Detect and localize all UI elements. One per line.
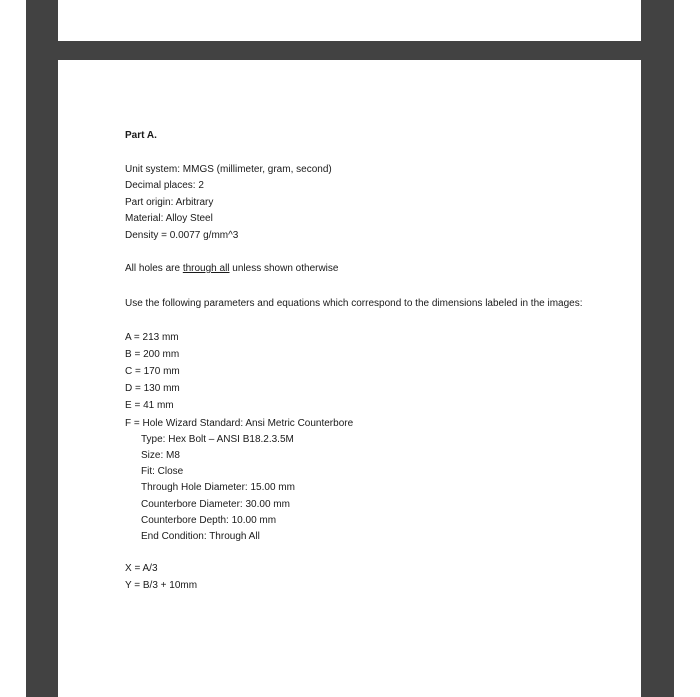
param-d: D = 130 mm — [125, 383, 180, 395]
parameters-list — [125, 329, 595, 432]
hole-counterbore-depth: Counterbore Depth: 10.00 mm — [141, 514, 277, 526]
page-content — [125, 128, 595, 594]
holes-note-underlined: through all — [182, 263, 230, 274]
spec-unit-system: Unit system: MMGS (millimeter, gram, second) — [125, 163, 332, 175]
holes-note-before: All holes are — [125, 263, 183, 274]
param-c: C = 170 mm — [125, 365, 180, 377]
param-e: E = 41 mm — [125, 400, 174, 412]
equation-y: Y = B/3 + 10mm — [125, 579, 198, 591]
document-page — [58, 60, 641, 697]
equations-list — [125, 561, 595, 594]
previous-page — [58, 0, 641, 41]
hole-counterbore-diameter: Counterbore Diameter: 30.00 mm — [141, 498, 290, 510]
spec-part-origin: Part origin: Arbitrary — [125, 196, 214, 208]
holes-note-after: unless shown otherwise — [229, 263, 339, 274]
specs-block — [125, 162, 595, 245]
hole-through-diameter: Through Hole Diameter: 15.00 mm — [141, 482, 295, 494]
param-b: B = 200 mm — [125, 348, 180, 360]
hole-fit: Fit: Close — [141, 466, 184, 478]
spec-density: Density = 0.0077 g/mm^3 — [125, 229, 239, 241]
param-a: A = 213 mm — [125, 331, 179, 343]
hole-size: Size: M8 — [141, 449, 180, 461]
instruction-text: Use the following parameters and equations which correspond to the dimensions labeled in the images: — [125, 297, 583, 309]
spec-decimal-places: Decimal places: 2 — [125, 180, 204, 191]
part-title: Part A. — [125, 130, 157, 141]
param-f: F = Hole Wizard Standard: Ansi Metric Counterbore — [125, 417, 354, 429]
holes-note — [125, 261, 595, 278]
hole-type: Type: Hex Bolt – ANSI B18.2.3.5M — [141, 433, 294, 445]
hole-end-condition: End Condition: Through All — [141, 530, 260, 542]
hole-details-list — [125, 432, 595, 545]
equation-x: X = A/3 — [125, 563, 158, 575]
spec-material: Material: Alloy Steel — [125, 213, 213, 224]
